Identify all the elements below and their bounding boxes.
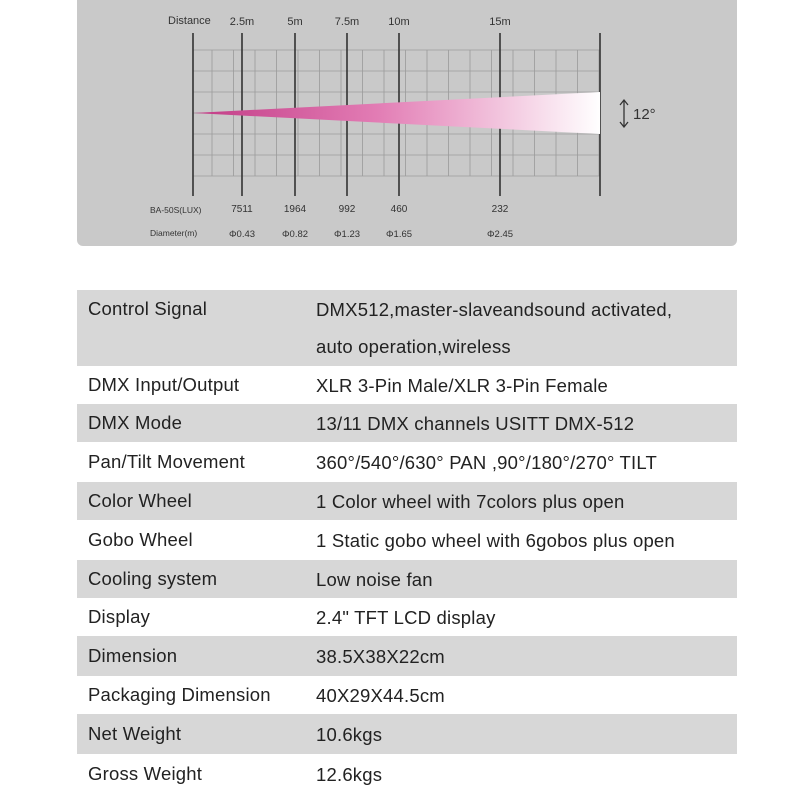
- spec-value: [302, 754, 737, 794]
- diameter-values: [229, 229, 513, 240]
- distance-label: Distance: [168, 15, 211, 27]
- lux-value: 232: [491, 204, 509, 215]
- spec-label: Net Weight: [77, 714, 302, 754]
- spec-row: [77, 520, 737, 560]
- spec-label: Gobo Wheel: [77, 520, 302, 560]
- spec-row: [77, 676, 737, 714]
- spec-label: Control Signal: [77, 290, 302, 366]
- spec-row: [77, 366, 737, 404]
- specification-table: [77, 290, 737, 794]
- lux-value: 1964: [283, 204, 307, 215]
- distance-tick-labels: [230, 16, 511, 28]
- distance-tick-label: 15m: [489, 16, 511, 28]
- spec-value-line: 40X29X44.5cm: [316, 684, 445, 706]
- spec-value-line: 360°/540°/630° PAN ,90°/180°/270° TILT: [316, 451, 658, 473]
- distance-tick-label: 2.5m: [229, 16, 255, 28]
- distance-tick-label: 10m: [388, 16, 410, 28]
- diameter-value: Φ1.23: [333, 229, 361, 240]
- spec-row: [77, 714, 737, 754]
- diameter-value: Φ2.45: [486, 229, 514, 240]
- spec-value: [302, 636, 737, 676]
- spec-label: DMX Input/Output: [77, 366, 302, 404]
- lux-value: 992: [338, 204, 356, 215]
- spec-row: [77, 636, 737, 676]
- spec-row: [77, 482, 737, 520]
- lux-values: [231, 204, 509, 215]
- spec-value-line: 38.5X38X22cm: [316, 645, 445, 667]
- lux-value: 7511: [231, 204, 253, 215]
- spec-label: Color Wheel: [77, 482, 302, 520]
- spec-label: Pan/Tilt Movement: [77, 442, 302, 482]
- spec-value: [302, 366, 737, 404]
- lux-value: 460: [390, 204, 408, 215]
- spec-value: [302, 560, 737, 598]
- spec-value-line: 12.6kgs: [316, 763, 383, 785]
- spec-label: Display: [77, 598, 302, 636]
- spec-value: [302, 482, 737, 520]
- spec-row: [77, 442, 737, 482]
- spec-value-line: 10.6kgs: [316, 723, 383, 745]
- spec-value-line: DMX512,master-slaveandsound activated,: [316, 299, 673, 320]
- spec-value-line: 1 Color wheel with 7colors plus open: [316, 490, 625, 512]
- diameter-value: Φ0.82: [281, 229, 309, 240]
- spec-value: [302, 290, 737, 366]
- spec-label: Packaging Dimension: [77, 676, 302, 714]
- spec-row: [77, 754, 737, 794]
- spec-label: Cooling system: [77, 560, 302, 598]
- spec-row: [77, 290, 737, 366]
- spec-label: Gross Weight: [77, 754, 302, 794]
- distance-tick-label: 7.5m: [334, 16, 360, 28]
- spec-value-line: XLR 3-Pin Male/XLR 3-Pin Female: [316, 374, 609, 396]
- spec-value: [302, 404, 737, 442]
- beam-angle-label: 12°: [633, 106, 656, 123]
- spec-value-line: 13/11 DMX channels USITT DMX-512: [316, 412, 635, 434]
- spec-value-line: 2.4" TFT LCD display: [316, 606, 496, 628]
- spec-value: [302, 598, 737, 636]
- spec-value-line: auto operation,wireless: [316, 336, 511, 357]
- spec-value: [302, 676, 737, 714]
- distance-tick-label: 5m: [287, 16, 303, 28]
- spec-row: [77, 560, 737, 598]
- spec-value: [302, 520, 737, 560]
- diameter-value: Φ0.43: [228, 229, 256, 240]
- spec-row: [77, 404, 737, 442]
- spec-value: [302, 714, 737, 754]
- spec-label: Dimension: [77, 636, 302, 676]
- spec-value-line: Low noise fan: [316, 568, 433, 590]
- spec-label: DMX Mode: [77, 404, 302, 442]
- spec-row: [77, 598, 737, 636]
- spec-value-line: 1 Static gobo wheel with 6gobos plus open: [316, 529, 675, 551]
- beam-diagram: [0, 0, 800, 246]
- spec-value: [302, 442, 737, 482]
- lux-row-label: BA-50S(LUX): [150, 205, 202, 215]
- diameter-row-label: Diameter(m): [150, 228, 198, 238]
- beam-angle-indicator: [620, 100, 656, 127]
- diameter-value: Φ1.65: [385, 229, 413, 240]
- light-beam: [193, 92, 600, 134]
